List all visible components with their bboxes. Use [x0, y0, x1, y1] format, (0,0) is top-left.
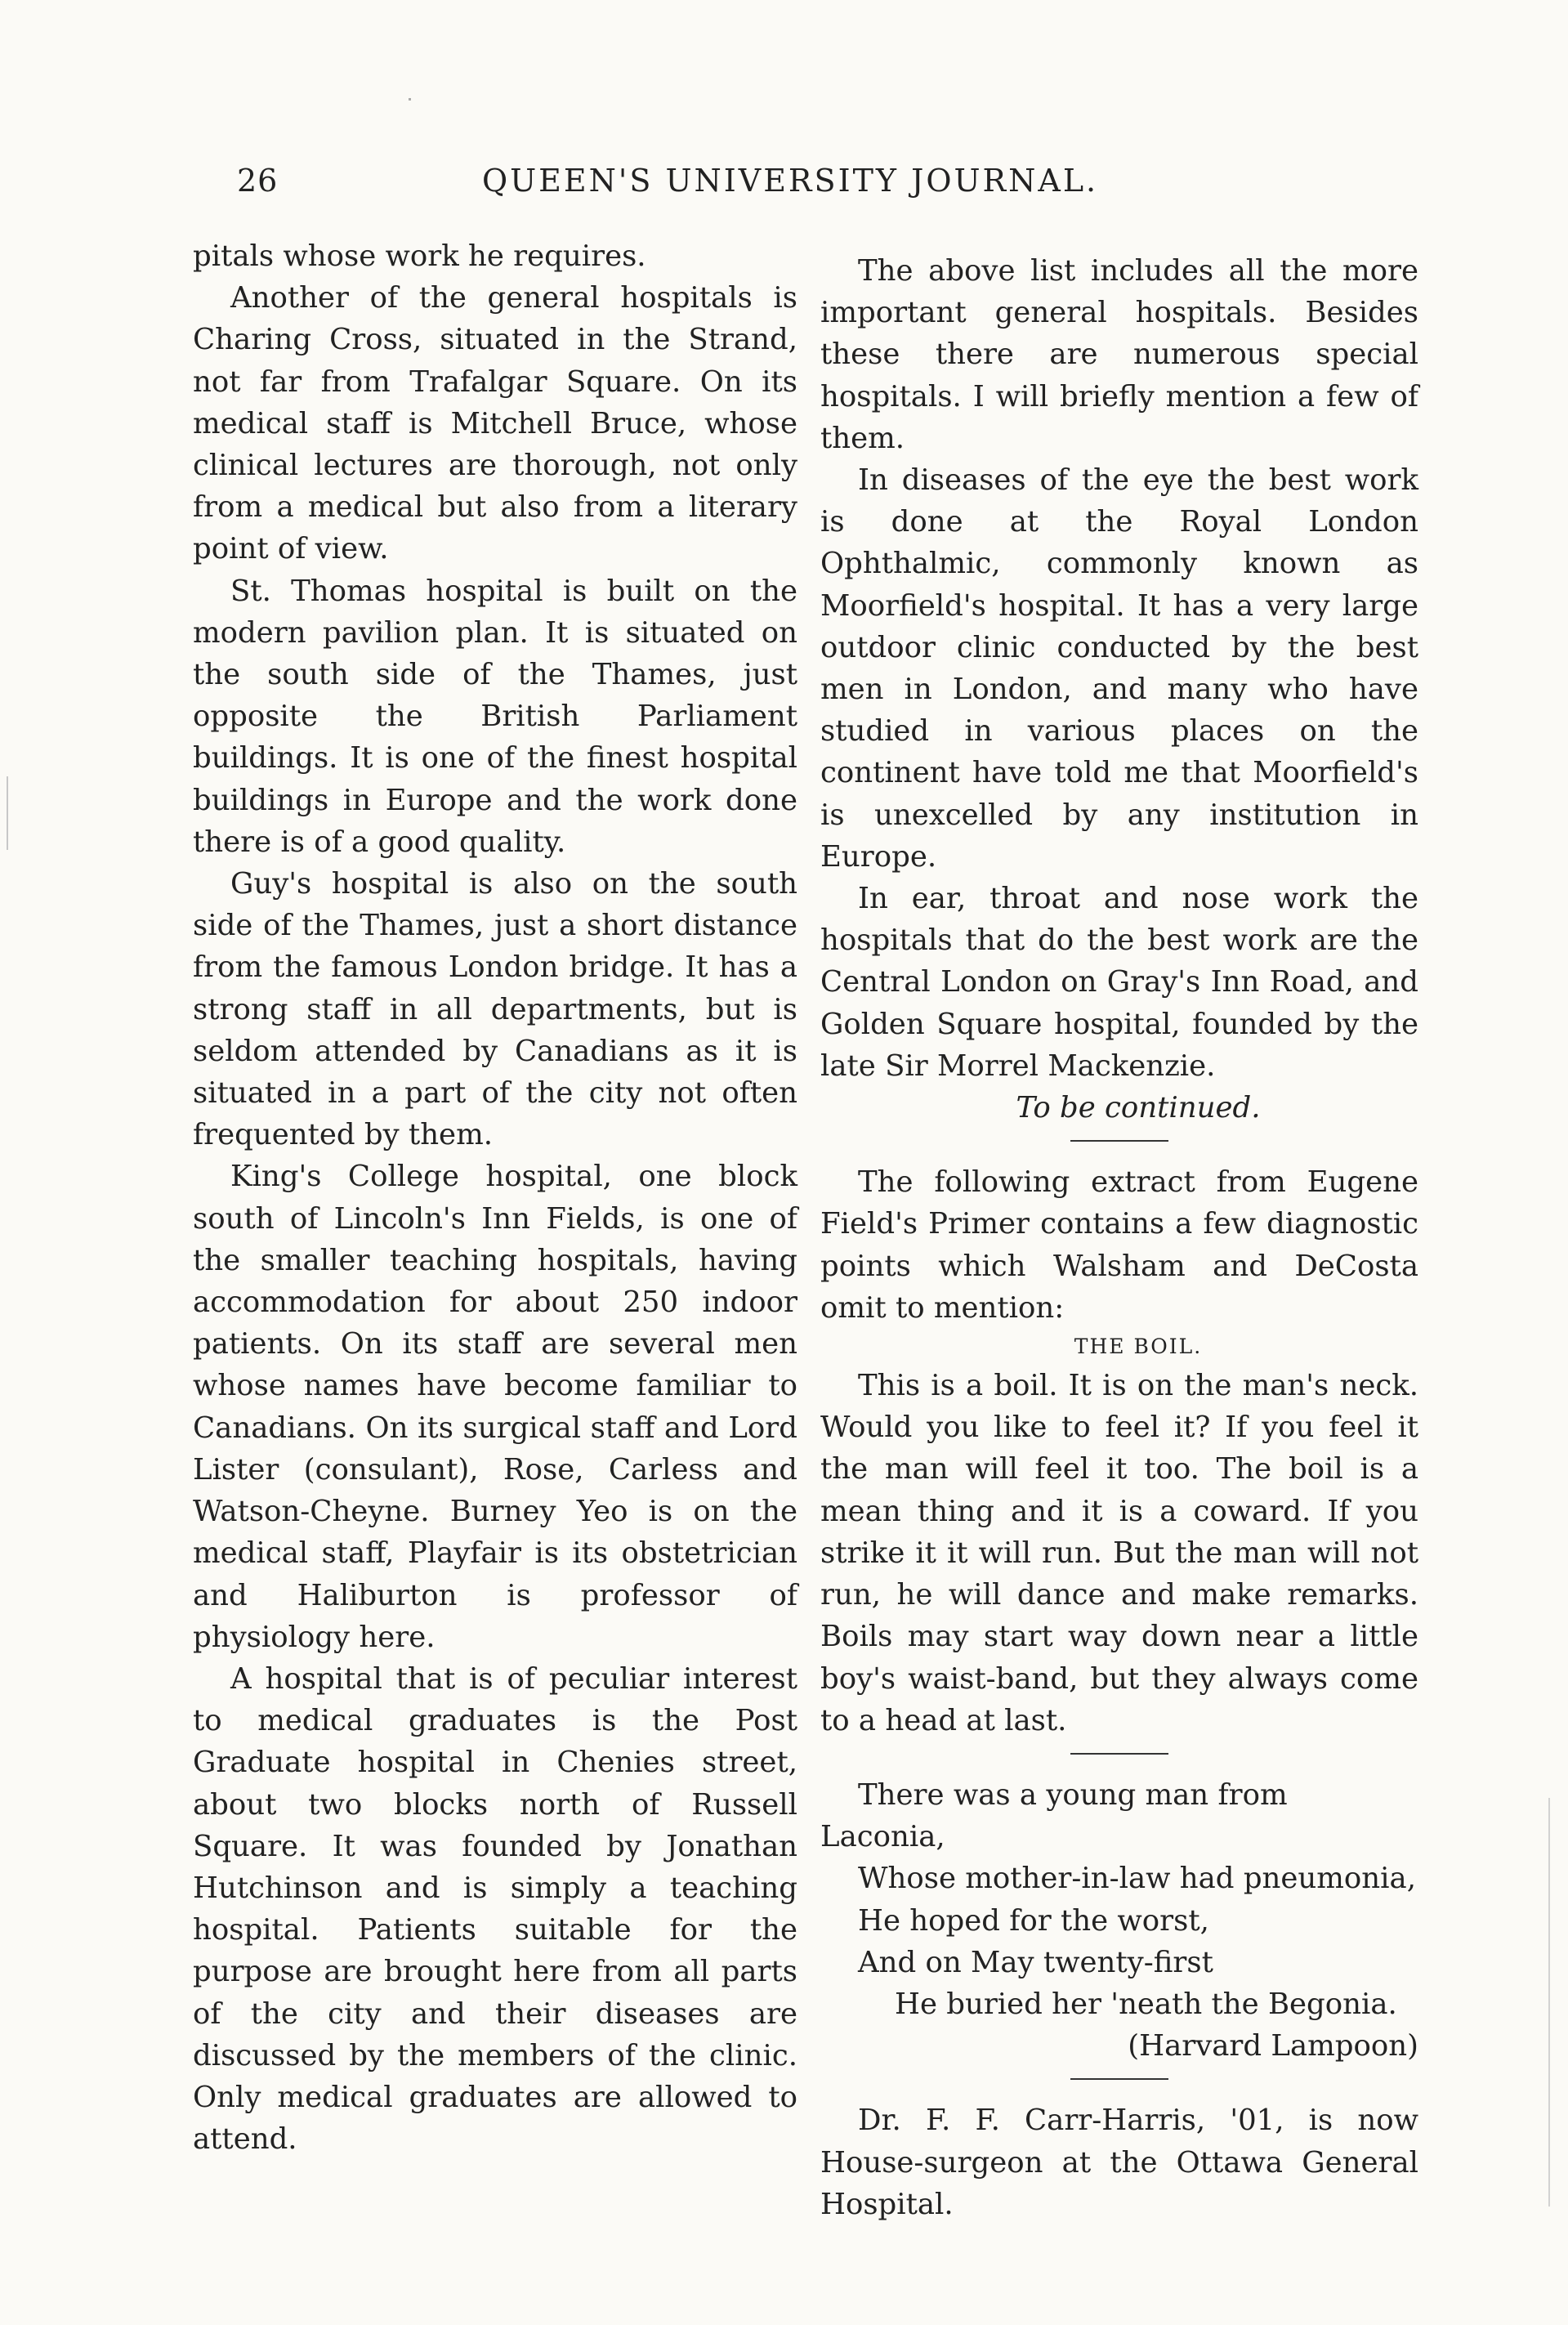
- left-column: [193, 235, 797, 2160]
- st-thomas-paragraph: St. Thomas hospital is built on the modern pavilion plan. It is situated on the south side of the Thames, just opposite the British Parliament buildings. It is one of the finest hospital buildings in Europe and the work done there is of a good quality.: [193, 574, 797, 859]
- continued-paragraph: pitals whose work he requires.: [193, 239, 646, 273]
- limerick: [820, 1774, 1418, 2067]
- personal-notice: Dr. F. F. Carr-Harris, '01, is now House-surgeon at the Ottawa General Hospital.: [820, 2104, 1418, 2221]
- section-divider: [1070, 1140, 1168, 1142]
- kings-college-paragraph: King's College hospital, one block south of Lincoln's Inn Fields, is one of the smaller teaching hospitals, having accommodation for about 250 indoor patients. On its staff are several men whose names have become familiar to Canadians. On its surgical staff and Lord Lister (consulant), Rose, Carless and Watson-Cheyne. Burney Yeo is on the medical staff, Playfair is its obstetrician and Haliburton is professor of physiology here.: [193, 1160, 797, 1654]
- section-divider: [1070, 1753, 1168, 1755]
- limerick-line: And on May twenty-first: [858, 1945, 1213, 1979]
- right-column: [820, 250, 1418, 2225]
- charing-cross-paragraph: Another of the general hospitals is Charing Cross, situated in the Strand, not far from Trafalgar Square. On its medical staff is Mitchell Bruce, whose clinical lectures are thorough, not only from a medical but also from a literary point of view.: [193, 281, 797, 566]
- scan-speck: [7, 776, 8, 850]
- boil-paragraph: This is a boil. It is on the man's neck. Would you like to feel it? If you feel it the man will feel it too. The boil is a mean thing and it is a coward. If you strike it it will run. But the man will not run, he will dance and make remarks. Boils may start way down near a little boy's waist-band, but they always come to a head at last.: [820, 1369, 1418, 1737]
- boil-heading: THE BOIL.: [1074, 1335, 1203, 1359]
- scan-speck: [1548, 1798, 1550, 2207]
- general-hospitals-summary-paragraph: The above list includes all the more important general hospitals. Besides these there are numerous special hospitals. I will briefly mention a few of them.: [820, 254, 1418, 455]
- limerick-line: Whose mother-in-law had pneumonia,: [858, 1862, 1416, 1896]
- page-number: 26: [237, 163, 279, 199]
- ear-throat-nose-paragraph: In ear, throat and nose work the hospitals that do the best work are the Central London on Gray's Inn Road, and Golden Square hospital, founded by the late Sir Morrel Mackenzie.: [820, 882, 1418, 1083]
- to-be-continued: To be continued.: [1016, 1091, 1261, 1125]
- scan-speck: [409, 98, 411, 101]
- moorfields-paragraph: In diseases of the eye the best work is done at the Royal London Ophthalmic, commonly known as Moorfield's hospital. It has a very large outdoor clinic conducted by the best men in London, and many who have studied in various places on the continent have told me that Moorfield's is unexcelled by any institution in Europe.: [820, 463, 1418, 874]
- post-graduate-paragraph: A hospital that is of peculiar interest to medical graduates is the Post Graduate hospital in Chenies street, about two blocks north of Russell Square. It was founded by Jonathan Hutchinson and is simply a teaching hospital. Patients suitable for the purpose are brought here from all parts of the city and their diseases are discussed by the members of the clinic. Only medical graduates are allowed to attend.: [193, 1661, 797, 2157]
- page-header: [229, 159, 1124, 217]
- limerick-line: He buried her 'neath the Begonia.: [895, 1987, 1397, 2021]
- limerick-attribution: (Harvard Lampoon): [1128, 2029, 1418, 2063]
- guys-hospital-paragraph: Guy's hospital is also on the south side of the Thames, just a short distance from the famous London bridge. It has a strong staff in all departments, but is seldom attended by Canadians as it is situated in a part of the city not often frequented by them.: [193, 867, 797, 1152]
- limerick-line: He hoped for the worst,: [858, 1903, 1209, 1938]
- limerick-line: There was a young man from Laconia,: [820, 1777, 1288, 1854]
- journal-title: QUEEN'S UNIVERSITY JOURNAL.: [482, 163, 1099, 199]
- extract-intro-paragraph: The following extract from Eugene Field's Primer contains a few diagnostic points which Walsham and DeCosta omit to mention:: [820, 1165, 1418, 1325]
- section-divider: [1070, 2078, 1168, 2080]
